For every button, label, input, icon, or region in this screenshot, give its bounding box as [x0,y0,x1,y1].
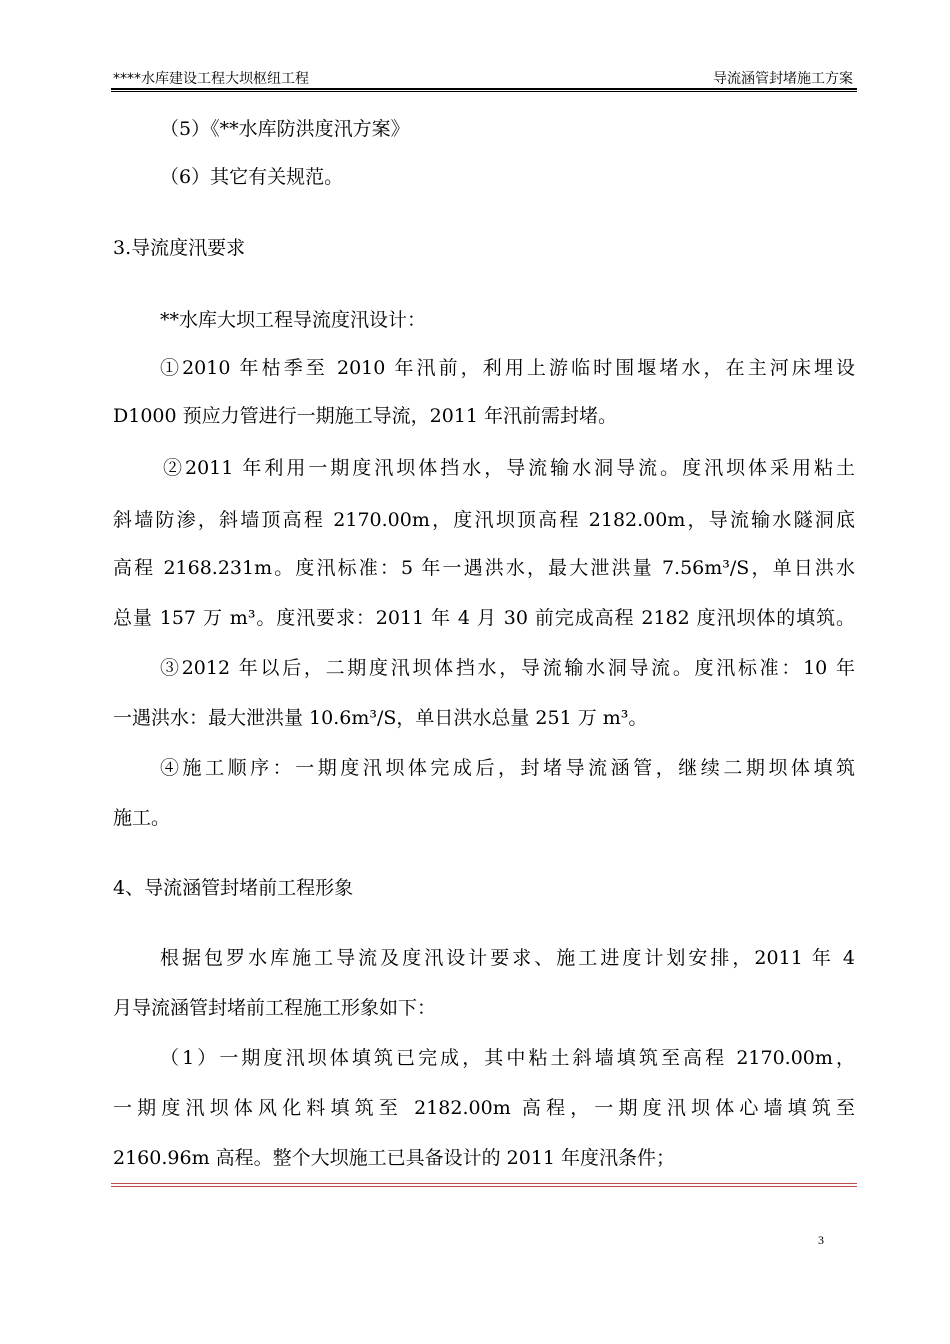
paragraph-line: D1000 预应力管进行一期施工导流，2011 年汛前需封堵。 [113,405,618,427]
paragraph-line: 高程 2168.231m。度汛标准：5 年一遇洪水，最大泄洪量 7.56m³/S，单日洪水 [113,557,855,579]
paragraph-line: ④施工顺序：一期度汛坝体完成后，封堵导流涵管，继续二期坝体填筑 [160,757,855,779]
paragraph-line: 月导流涵管封堵前工程施工形象如下： [113,997,437,1019]
list-item: （5）《**水库防洪度汛方案》 [160,118,410,140]
paragraph-line: 一遇洪水：最大泄洪量 10.6m³/S，单日洪水总量 251 万 m³。 [113,707,648,729]
paragraph-line: 2160.96m 高程。整个大坝施工已具备设计的 2011 年度汛条件； [113,1147,676,1169]
paragraph-line: ③2012 年以后，二期度汛坝体挡水，导流输水洞导流。度汛标准：10 年 [160,657,855,679]
header-document-title: 导流涵管封堵施工方案 [713,71,853,87]
header-rule-thin [111,91,857,92]
page-number: 3 [818,1233,824,1247]
paragraph-line: ②2011 年利用一期度汛坝体挡水，导流输水洞导流。度汛坝体采用粘土 [163,457,855,479]
paragraph-line: 一期度汛坝体风化料填筑至 2182.00m 高程，一期度汛坝体心墙填筑至 [113,1097,855,1119]
page-header [111,68,857,88]
paragraph-line: 斜墙防渗，斜墙顶高程 2170.00m，度汛坝顶高程 2182.00m，导流输水隧洞底 [113,509,855,531]
footer-rule [111,1183,857,1184]
header-project-title: ****水库建设工程大坝枢纽工程 [113,71,309,87]
paragraph-line: ①2010 年枯季至 2010 年汛前，利用上游临时围堰堵水，在主河床埋设 [160,357,855,379]
paragraph-line: 根据包罗水库施工导流及度汛设计要求、施工进度计划安排，2011 年 4 [160,947,855,969]
section-heading: 3.导流度汛要求 [113,237,246,259]
list-item: （6）其它有关规范。 [160,166,344,188]
header-rule [111,88,857,90]
footer-rule-thin [111,1186,857,1187]
paragraph-line: （1）一期度汛坝体填筑已完成，其中粘土斜墙填筑至高程 2170.00m， [160,1047,855,1069]
paragraph-line: 总量 157 万 m³。度汛要求：2011 年 4 月 30 前完成高程 2182 度汛坝体的填筑。 [113,607,855,629]
paragraph-line: 施工。 [113,807,171,829]
section-heading: 4、导流涵管封堵前工程形象 [113,877,354,899]
paragraph-line: **水库大坝工程导流度汛设计： [160,309,427,331]
